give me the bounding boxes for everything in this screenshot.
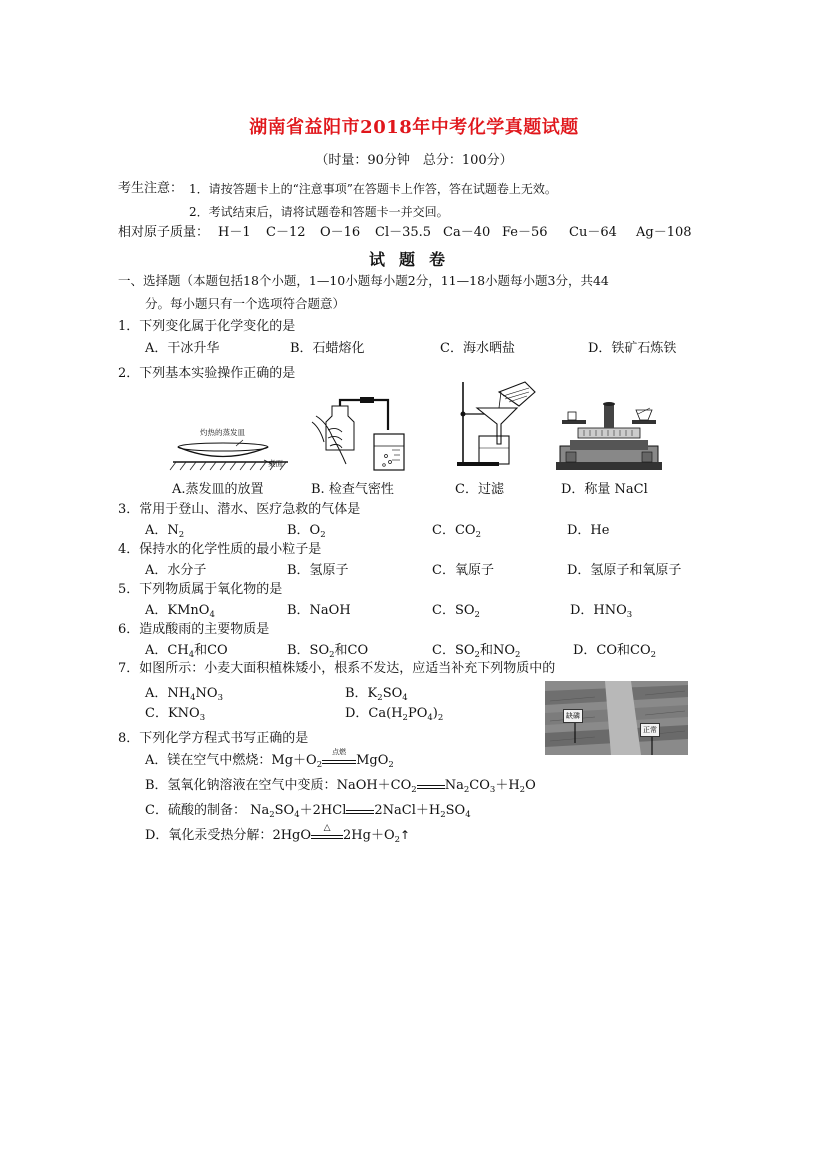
q6-option-c xyxy=(432,642,520,661)
notice-2: 2．考试结束后，请将试题卷和答题卡一并交回。 xyxy=(189,205,449,219)
q7-option-c xyxy=(145,705,205,724)
q8-option-b xyxy=(145,777,536,796)
q5-c-sub: 2 xyxy=(474,610,480,620)
q6-c-sub2: 2 xyxy=(514,650,521,660)
q7-b-text2: SO xyxy=(382,686,403,701)
q7-c-text: C．KNO xyxy=(145,706,200,721)
q8-option-a xyxy=(145,748,394,771)
q7-a-text2: NO xyxy=(195,686,218,701)
q8-a-label: A．镁在空气中燃烧： xyxy=(145,753,272,768)
q6-d-sub: 2 xyxy=(650,650,657,660)
q6-b-text2: 和CO xyxy=(334,643,369,658)
balance-figure xyxy=(556,400,662,472)
q8-c-equation: $Na_2SO_4+2HCl$ $2NaCl+H_2SO_4$ xyxy=(245,803,471,820)
q7-option-a xyxy=(145,685,223,704)
q6-c-text2: 和NO xyxy=(479,643,515,658)
fig-a-label-table: 桌面 xyxy=(268,459,283,468)
q8-stem: 8．下列化学方程式书写正确的是 xyxy=(118,731,309,746)
q5-c-text: C．SO xyxy=(432,603,475,618)
q3-option-a xyxy=(145,522,184,541)
q8-a-condition: 点燃 xyxy=(332,748,347,756)
q3-a-sub: 2 xyxy=(178,530,185,540)
q7-d-text2: PO xyxy=(407,706,428,721)
atomic-mass-c: C－12 xyxy=(266,225,306,240)
atomic-mass-ca: Ca－40 xyxy=(443,225,491,240)
atomic-mass-cu: Cu－64 xyxy=(569,225,617,240)
wheat-field-photo xyxy=(545,681,688,755)
q6-a-text2: 和CO xyxy=(194,643,228,658)
q1-stem: 1．下列变化属于化学变化的是 xyxy=(118,319,296,334)
q7-b-text: B．K xyxy=(345,686,378,701)
q4-stem: 4．保持水的化学性质的最小粒子是 xyxy=(118,542,322,557)
q5-a-text: A．KMnO xyxy=(145,603,210,618)
q8-a-equation: $Mg+O_2$ 点燃 MgO$_2$ xyxy=(271,753,393,768)
q6-b-sub: 2 xyxy=(329,650,335,660)
atomic-mass-ag: Ag－108 xyxy=(636,225,692,240)
q8-b-label: B．氢氧化钠溶液在空气中变质： xyxy=(145,778,337,793)
q3-option-b xyxy=(287,522,326,541)
page-title: 湖南省益阳市2018年中考化学真题试题 xyxy=(249,117,579,138)
q7-a-text: A．NH xyxy=(145,686,191,701)
q5-option-c xyxy=(432,602,480,621)
q3-b-text: B．O xyxy=(287,523,321,538)
q2-option-c: C．过滤 xyxy=(455,482,504,497)
q7-d-text3: ) xyxy=(432,706,438,721)
q1-option-a: A．干冰升华 xyxy=(145,341,220,356)
part1-instructions-line1: 一、选择题（本题包括18个小题，1—10小题每小题2分，11—18小题每小题3分，共44 xyxy=(118,273,609,288)
atomic-mass-label: 相对原子质量： xyxy=(118,225,210,240)
q7-d-sub2: 4 xyxy=(427,713,433,723)
q6-c-sub: 2 xyxy=(474,650,480,660)
q7-b-sub: 2 xyxy=(377,693,383,703)
q7-a-sub: 4 xyxy=(190,693,196,703)
q6-a-sub: 4 xyxy=(188,650,195,660)
q8-option-c xyxy=(145,802,471,821)
q5-stem: 5．下列物质属于氧化物的是 xyxy=(118,582,283,597)
q8-b-equation: $NaOH+CO_2$ $Na_2CO_3+H_2O$ xyxy=(336,778,536,795)
q7-d-sub3: 2 xyxy=(437,713,444,723)
q5-option-d xyxy=(570,602,632,621)
q7-d-sub: 2 xyxy=(402,713,408,723)
q3-option-c xyxy=(432,522,481,541)
q5-a-sub: 4 xyxy=(209,610,215,620)
photo-label-phosphorus-deficient: 缺磷 xyxy=(563,709,583,723)
filtration-figure xyxy=(455,378,540,470)
q6-a-text: A．CH xyxy=(145,643,189,658)
q6-option-d xyxy=(573,642,656,661)
q2-stem: 2．下列基本实验操作正确的是 xyxy=(118,366,296,381)
q6-c-text: C．SO xyxy=(432,643,475,658)
q2-option-d: D．称量 NaCl xyxy=(561,482,648,497)
q6-option-a xyxy=(145,642,228,661)
airtightness-check-figure xyxy=(310,392,410,474)
q1-option-d: D．铁矿石炼铁 xyxy=(588,341,677,356)
q3-c-text: C．CO xyxy=(432,523,476,538)
atomic-mass-fe: Fe－56 xyxy=(502,225,548,240)
q4-option-c: C．氧原子 xyxy=(432,563,494,578)
atomic-mass-h: H－1 xyxy=(218,225,251,240)
q5-option-b: B．NaOH xyxy=(287,603,351,618)
atomic-mass-o: O－16 xyxy=(320,225,361,240)
q8-d-label: D．氧化汞受热分解： xyxy=(145,828,273,843)
q8-c-label: C．硫酸的制备： xyxy=(145,803,246,818)
q1-option-c: C．海水晒盐 xyxy=(440,341,515,356)
q6-option-b xyxy=(287,642,368,661)
q5-d-sub: 3 xyxy=(626,610,633,620)
q8-d-condition: △ xyxy=(323,823,331,833)
q7-d-text: D．Ca(H xyxy=(345,706,403,721)
fig-a-label-dish: 灼热的蒸发皿 xyxy=(200,428,245,437)
q4-option-b: B．氢原子 xyxy=(287,563,349,578)
q4-option-a: A．水分子 xyxy=(145,563,207,578)
q8-option-d xyxy=(145,823,411,846)
q8-d-equation: 2HgO △ $2Hg+O_2↑$ xyxy=(272,828,410,843)
q5-option-a xyxy=(145,602,215,621)
q3-option-d: D．He xyxy=(567,523,610,538)
section-title: 试题卷 xyxy=(368,250,459,269)
q4-option-d: D．氢原子和氧原子 xyxy=(567,563,682,578)
q2-option-a: A.蒸发皿的放置 xyxy=(172,482,264,497)
part1-instructions-line2: 分。每小题只有一个选项符合题意） xyxy=(145,296,346,311)
q6-stem: 6．造成酸雨的主要物质是 xyxy=(118,622,270,637)
q6-b-text: B．SO xyxy=(287,643,330,658)
notice-label: 考生注意： xyxy=(118,181,184,196)
q2-option-b: B. 检查气密性 xyxy=(311,482,394,497)
q1-option-b: B．石蜡熔化 xyxy=(290,341,365,356)
q3-b-sub: 2 xyxy=(320,530,326,540)
q5-d-text: D．HNO xyxy=(570,603,627,618)
q3-stem: 3．常用于登山、潜水、医疗急救的气体是 xyxy=(118,502,361,517)
q7-a-sub2: 3 xyxy=(217,693,223,703)
exam-subtitle: （时量：90分钟 总分：100分） xyxy=(315,153,513,168)
q3-a-text: A．N xyxy=(145,523,179,538)
q3-c-sub: 2 xyxy=(475,530,481,540)
q6-d-text: D．CO和CO xyxy=(573,643,651,658)
gas-arrow-icon: ↑ xyxy=(400,828,411,842)
photo-label-normal: 正常 xyxy=(640,723,660,737)
q7-option-d xyxy=(345,705,443,724)
q7-stem: 7．如图所示：小麦大面积植株矮小，根系不发达，应适当补充下列物质中的 xyxy=(118,661,556,676)
q7-b-sub2: 4 xyxy=(402,693,408,703)
q7-c-sub: 3 xyxy=(199,713,206,723)
notice-1: 1．请按答题卡上的“注意事项”在答题卡上作答，答在试题卷上无效。 xyxy=(189,182,557,196)
q7-option-b xyxy=(345,685,408,704)
atomic-mass-cl: Cl－35.5 xyxy=(375,225,432,240)
